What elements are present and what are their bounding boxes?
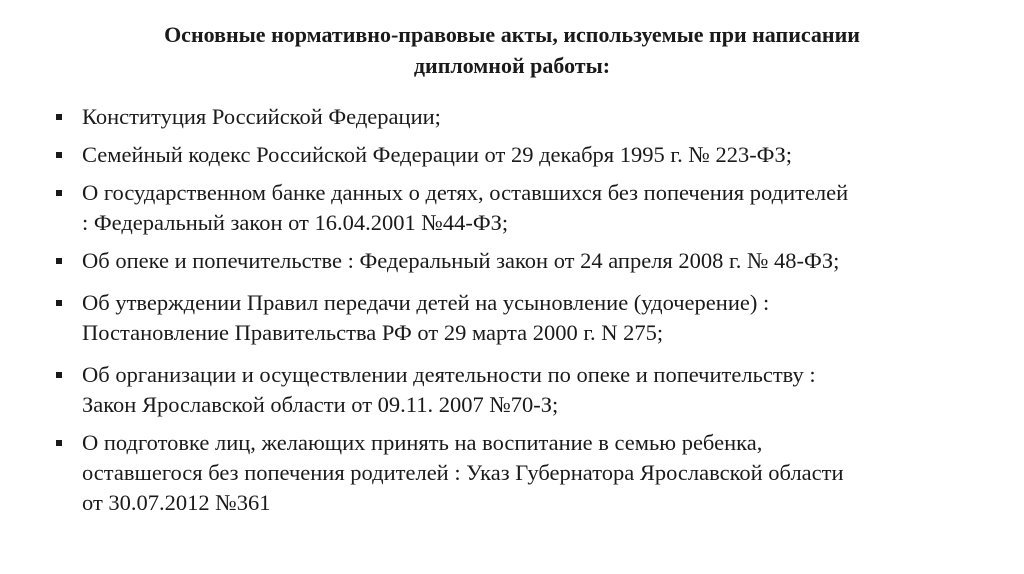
list-item-line: оставшегося без попечения родителей : Указ Губернатора Ярославской области xyxy=(82,460,844,485)
list-item-line: Об утверждении Правил передачи детей на усыновление (удочерение) : xyxy=(82,290,770,315)
list-item xyxy=(56,428,986,518)
list-item-line: от 30.07.2012 №361 xyxy=(82,490,271,515)
list-item-line: Об организации и осуществлении деятельности по опеке и попечительству : xyxy=(82,362,816,387)
list-item-line: О государственном банке данных о детях, оставшихся без попечения родителей xyxy=(82,180,849,205)
square-bullet-icon xyxy=(56,440,62,446)
list-item-line: Конституция Российской Федерации; xyxy=(82,104,441,129)
legal-acts-list xyxy=(56,102,986,526)
list-item-text xyxy=(82,288,986,348)
list-item-line: : Федеральный закон от 16.04.2001 №44-ФЗ; xyxy=(82,210,509,235)
slide-title-line: дипломной работы: xyxy=(413,53,611,78)
list-item-text xyxy=(82,428,986,518)
square-bullet-icon xyxy=(56,152,62,158)
list-item-text xyxy=(82,178,986,238)
slide-title xyxy=(60,19,964,81)
list-item-line: Семейный кодекс Российской Федерации от 29 декабря 1995 г. № 223-ФЗ; xyxy=(82,142,792,167)
list-item xyxy=(56,360,986,420)
list-item-text xyxy=(82,140,986,170)
list-item xyxy=(56,178,986,238)
list-item-line: Постановление Правительства РФ от 29 марта 2000 г. N 275; xyxy=(82,320,664,345)
square-bullet-icon xyxy=(56,372,62,378)
list-item xyxy=(56,102,986,132)
square-bullet-icon xyxy=(56,190,62,196)
list-item-line: Об опеке и попечительстве : Федеральный закон от 24 апреля 2008 г. № 48-ФЗ; xyxy=(82,248,840,273)
list-item xyxy=(56,140,986,170)
list-item xyxy=(56,288,986,348)
square-bullet-icon xyxy=(56,258,62,264)
list-item xyxy=(56,246,986,276)
list-item-line: Закон Ярославской области от 09.11. 2007 №70-З; xyxy=(82,392,559,417)
square-bullet-icon xyxy=(56,300,62,306)
slide-title-line: Основные нормативно-правовые акты, используемые при написании xyxy=(164,22,860,47)
list-item-text xyxy=(82,246,986,276)
list-item-line: О подготовке лиц, желающих принять на воспитание в семью ребенка, xyxy=(82,430,763,455)
list-item-text xyxy=(82,102,986,132)
square-bullet-icon xyxy=(56,114,62,120)
list-item-text xyxy=(82,360,986,420)
